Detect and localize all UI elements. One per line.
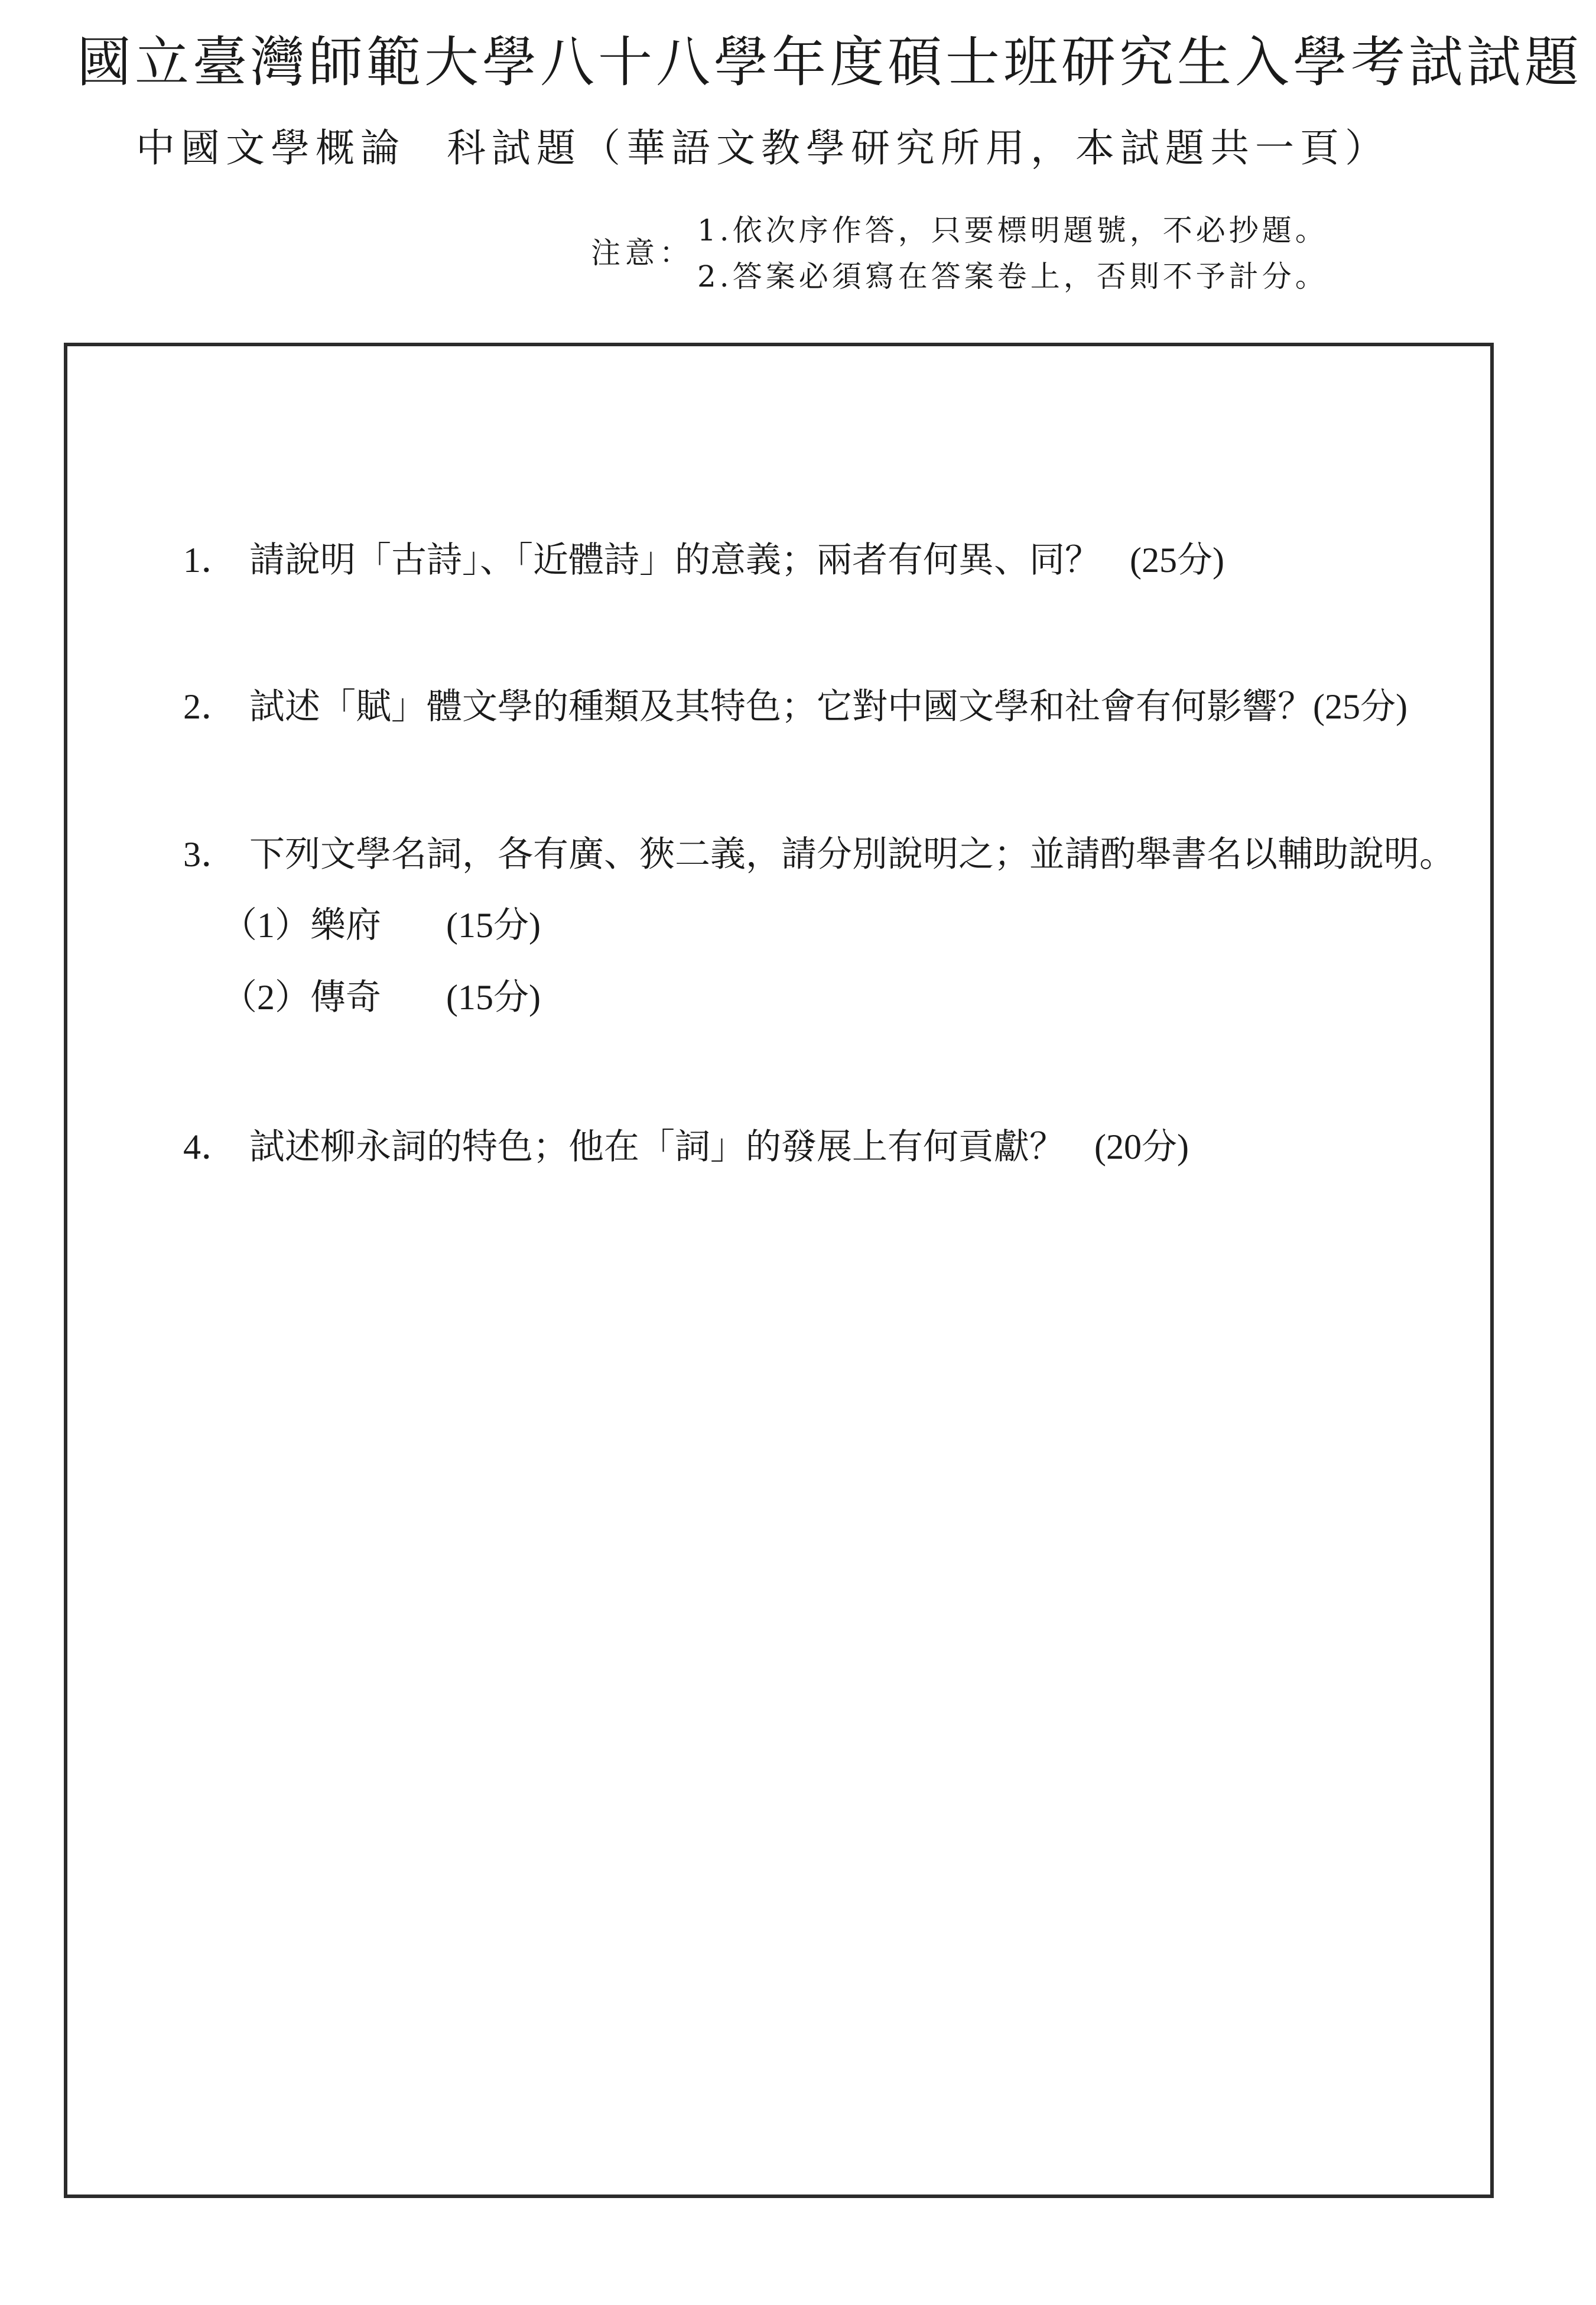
question-3-subitem-2 [222,976,541,1019]
question-3-subitem-1 [222,904,541,947]
paper-info: 科試題（華語文教學研究所用，本試題共一頁） [447,125,1390,171]
question-3 [183,833,1455,876]
question-number: 2． [183,687,236,726]
question-1 [183,539,1224,581]
question-number: 3． [183,835,236,874]
notice-item: 2.答案必須寫在答案卷上，否則不予計分。 [697,259,1328,294]
subitem-label: （2） [222,978,310,1017]
subitem-label: （1） [222,906,310,945]
question-text: 試述「賦」體文學的種類及其特色；它對中國文學和社會有何影響？ [249,687,1313,726]
subitem-term: 傳奇 [310,978,381,1017]
question-text: 下列文學名詞，各有廣、狹二義，請分別說明之；並請酌舉書名以輔助說明。 [249,835,1455,874]
subitem-score: (15分) [446,978,541,1017]
question-score: (25分) [1313,687,1408,726]
question-score: (25分) [1130,541,1224,580]
question-text: 試述柳永詞的特色；他在「詞」的發展上有何貢獻？ [249,1127,1065,1166]
exam-notice [591,207,1418,295]
exam-subtitle [136,127,1390,170]
notice-item: 1.依次序作答，只要標明題號，不必抄題。 [697,213,1328,248]
notice-label: 注意： [591,236,694,270]
question-number: 4． [183,1127,236,1166]
subject-name: 中國文學概論 [136,125,405,171]
question-2 [183,685,1408,728]
question-text: 請說明「古詩」、「近體詩」的意義；兩者有何異、同？ [249,541,1100,580]
question-4 [183,1126,1189,1168]
exam-title: 國立臺灣師範大學八十八學年度碩士班研究生入學考試試題 [77,31,1583,94]
question-number: 1． [183,541,236,580]
question-frame [64,343,1494,2198]
subitem-score: (15分) [446,906,541,945]
question-score: (20分) [1094,1127,1189,1166]
subitem-term: 樂府 [310,906,381,945]
